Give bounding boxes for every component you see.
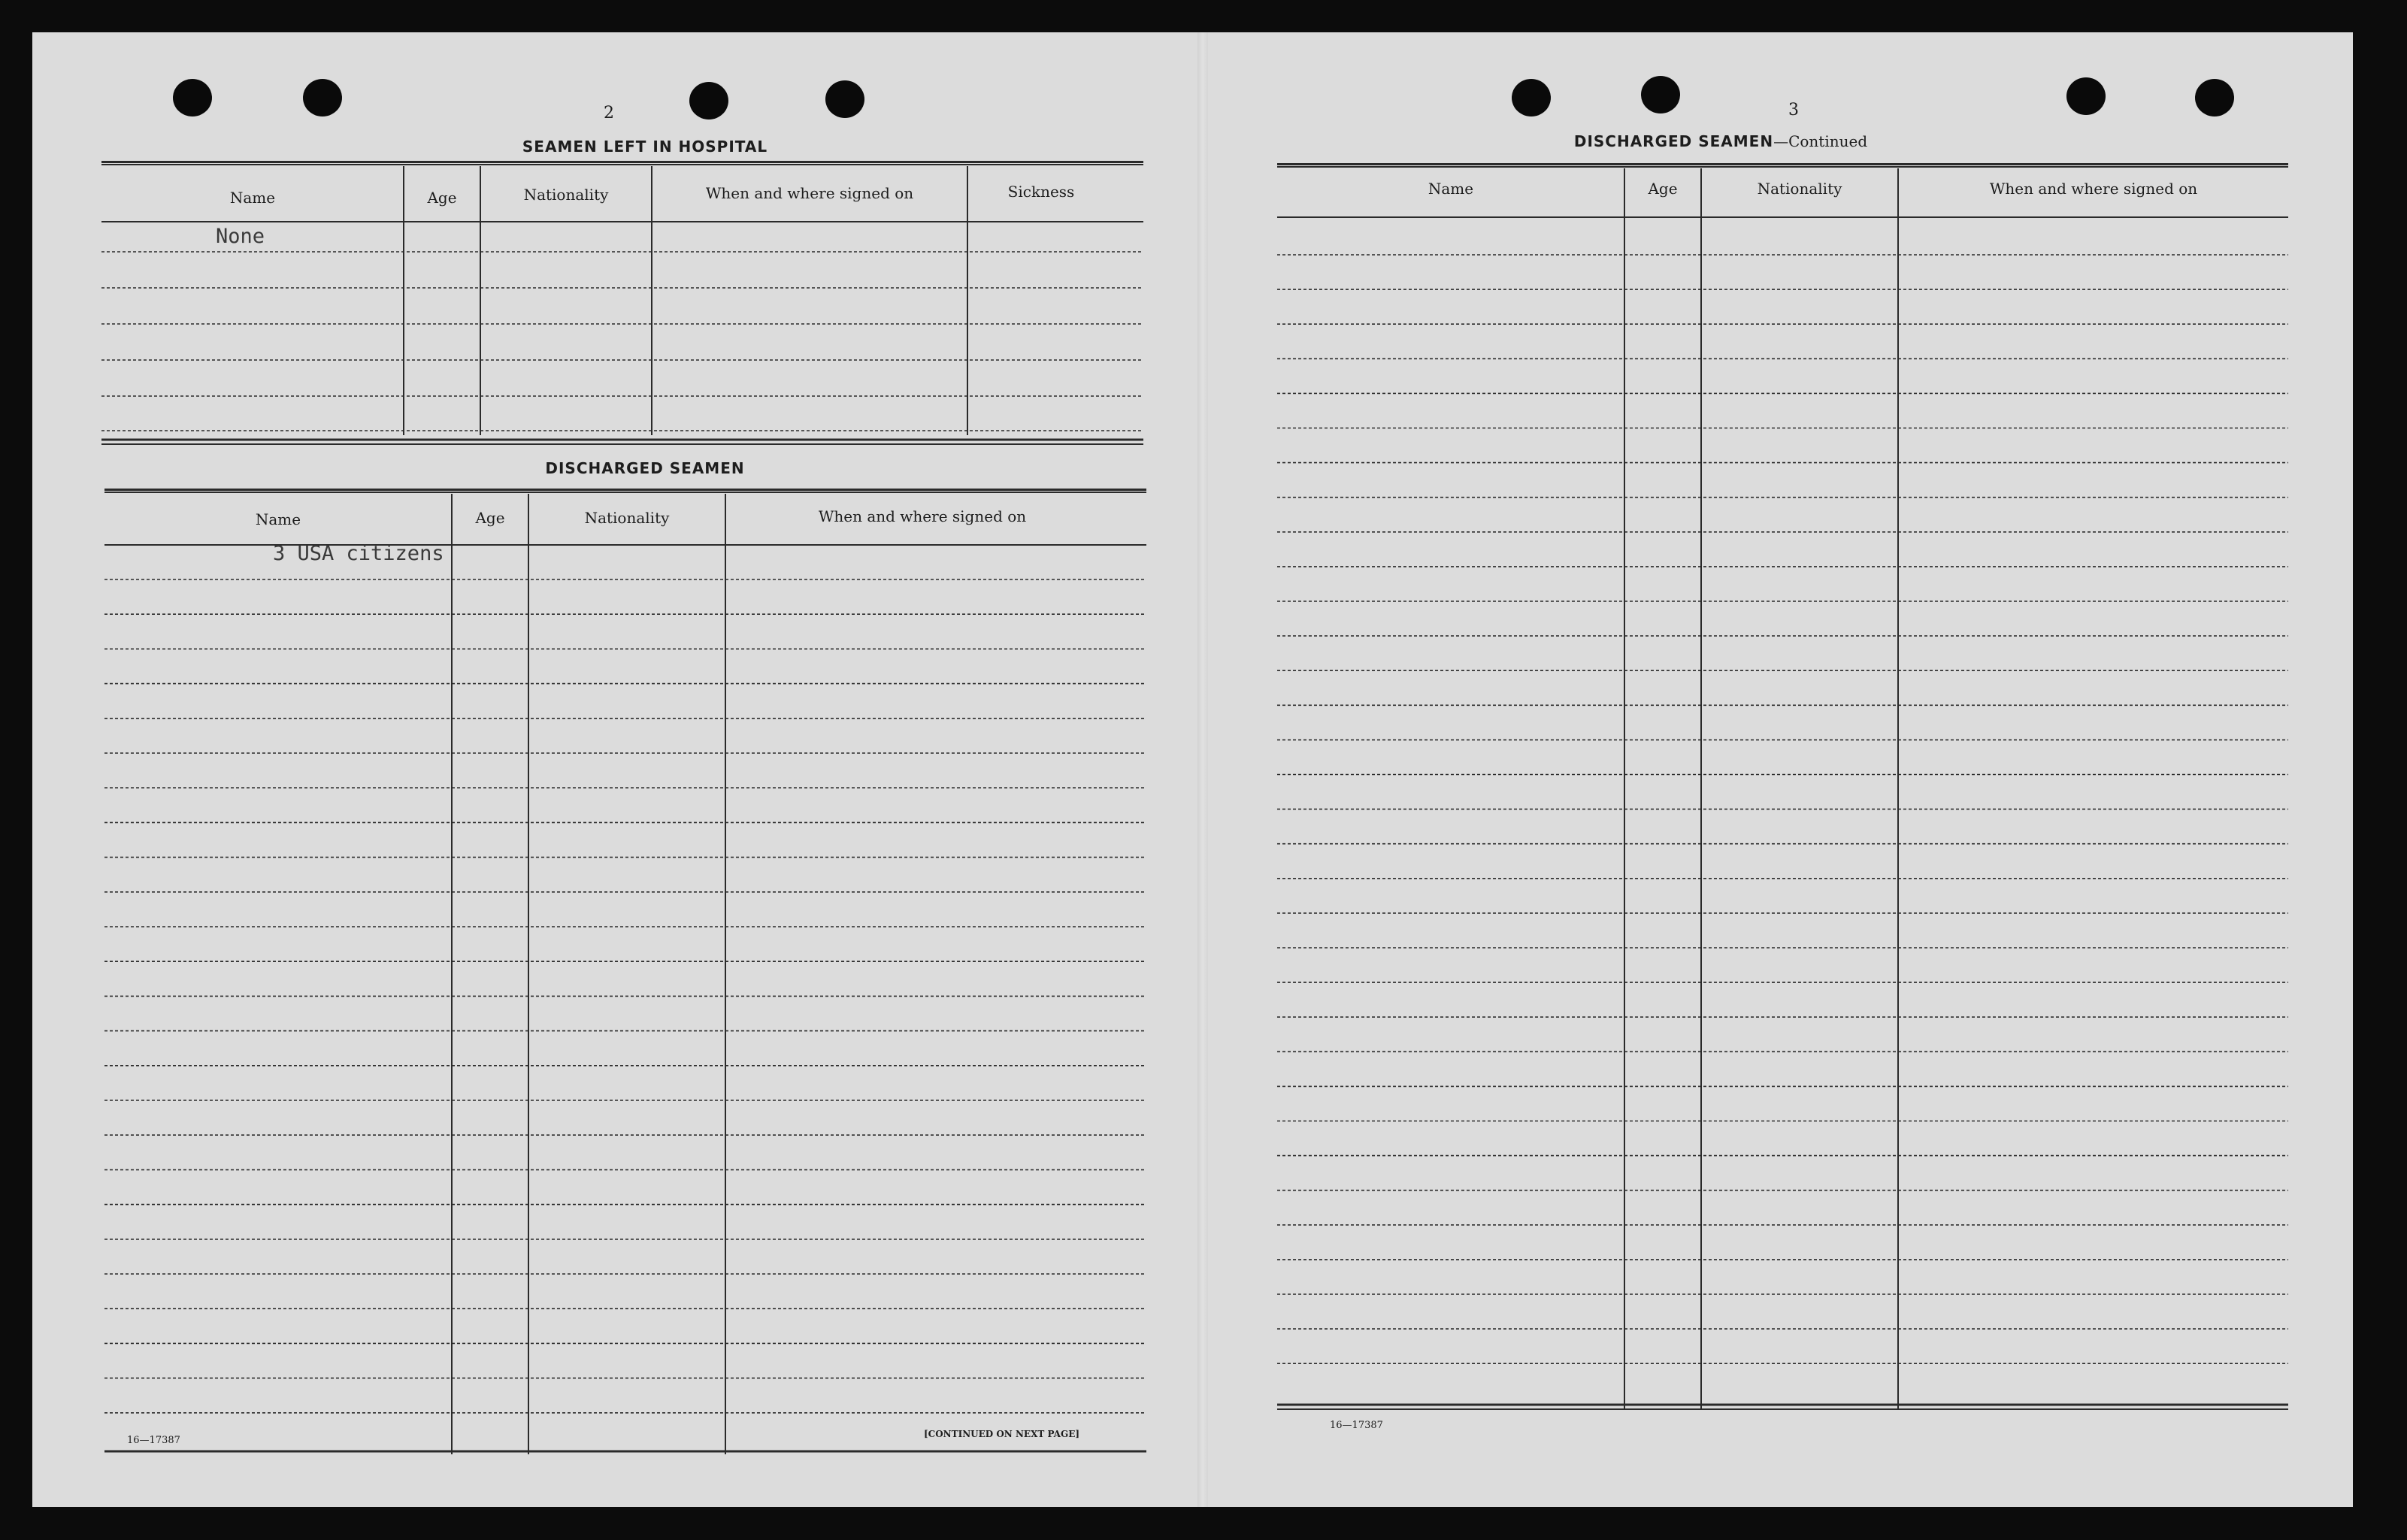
discharged-section-title: DISCHARGED SEAMEN (545, 459, 745, 477)
right-table-grid (1202, 32, 2353, 1507)
col-header-when-where: When and where signed on (818, 507, 1027, 525)
col-header-age: Age (427, 189, 457, 207)
col-header-age: Age (475, 509, 505, 527)
col-header-nationality: Nationality (523, 186, 609, 204)
hospital-entry-name: None (216, 225, 265, 248)
col-header-age: Age (1648, 180, 1678, 198)
page-number: 3 (1788, 101, 1799, 120)
left-page (32, 32, 1202, 1507)
col-header-when-where: When and where signed on (705, 184, 914, 202)
discharged-entry-name: 3 USA citizens (273, 542, 444, 565)
discharged-top-rule (104, 489, 1146, 493)
col-header-name: Name (229, 189, 276, 207)
hospital-section-title: SEAMEN LEFT IN HOSPITAL (522, 138, 768, 156)
page-number: 2 (604, 104, 614, 123)
col-header-when-where: When and where signed on (1989, 180, 2198, 198)
continued-note: [CONTINUED ON NEXT PAGE] (924, 1429, 1080, 1439)
col-header-nationality: Nationality (584, 509, 670, 527)
section-title-suffix: —Continued (1773, 132, 1868, 150)
hospital-table-grid (32, 32, 1202, 1507)
col-header-sickness: Sickness (1007, 183, 1075, 201)
right-page (1202, 32, 2353, 1507)
form-number: 16—17387 (1330, 1420, 1383, 1431)
col-header-name: Name (1428, 180, 1474, 198)
section-title-main: DISCHARGED SEAMEN (1573, 132, 1774, 150)
form-number: 16—17387 (127, 1435, 180, 1446)
document-sheet (32, 32, 2353, 1507)
col-header-nationality: Nationality (1757, 180, 1842, 198)
col-header-name: Name (255, 510, 301, 528)
